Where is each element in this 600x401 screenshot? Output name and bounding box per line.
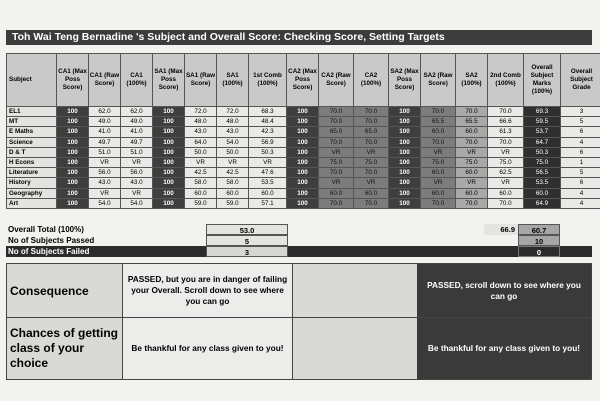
score-cell: 70.0 <box>319 117 354 127</box>
score-cell: 100 <box>153 168 185 178</box>
score-cell: 49.0 <box>121 117 153 127</box>
consequence-label: Consequence <box>10 283 89 298</box>
score-cell: 51.0 <box>89 147 121 157</box>
score-cell: 100 <box>389 157 421 167</box>
score-cell: 5 <box>561 168 600 178</box>
score-cell: 4 <box>561 198 600 208</box>
score-cell: 100 <box>287 188 319 198</box>
score-cell: 100 <box>153 137 185 147</box>
col-ca2-pct: CA2 (100%) <box>354 54 389 107</box>
score-cell: 70.0 <box>319 137 354 147</box>
overall-total-final: 60.7 <box>518 224 560 235</box>
score-cell: 100 <box>57 107 89 117</box>
score-cell: 41.0 <box>89 127 121 137</box>
score-cell: VR <box>89 188 121 198</box>
score-cell: 49.0 <box>89 117 121 127</box>
score-cell: 59.0 <box>217 198 249 208</box>
score-cell: 100 <box>389 117 421 127</box>
score-cell: 60.0 <box>421 127 456 137</box>
score-cell: 43.0 <box>121 178 153 188</box>
score-cell: 100 <box>153 157 185 167</box>
col-overall-marks: Overall Subject Marks (100%) <box>524 54 561 107</box>
score-cell: 60.0 <box>524 188 561 198</box>
score-cell: 75.0 <box>456 157 488 167</box>
score-cell: 70.0 <box>488 198 524 208</box>
score-cell: 58.0 <box>185 178 217 188</box>
score-cell: 100 <box>153 127 185 137</box>
score-cell: 54.0 <box>121 198 153 208</box>
score-cell: 60.0 <box>421 168 456 178</box>
col-2nd-comb: 2nd Comb (100%) <box>488 54 524 107</box>
score-cell: 100 <box>287 178 319 188</box>
score-cell: 54.0 <box>217 137 249 147</box>
score-cell: 62.0 <box>89 107 121 117</box>
failed-final: 0 <box>518 246 560 257</box>
score-cell: VR <box>488 147 524 157</box>
chances-blank <box>292 318 417 379</box>
score-cell: 100 <box>389 178 421 188</box>
score-sheet <box>6 30 593 370</box>
score-cell: 60.0 <box>319 188 354 198</box>
score-cell: VR <box>185 157 217 167</box>
col-ca2-max: CA2 (Max Poss Score) <box>287 54 319 107</box>
score-cell: 100 <box>389 168 421 178</box>
score-cell: 56.0 <box>89 168 121 178</box>
score-cell: 65.0 <box>319 127 354 137</box>
failed-row <box>6 246 592 257</box>
score-cell: 48.0 <box>185 117 217 127</box>
score-cell: 100 <box>153 147 185 157</box>
table-row <box>7 188 600 198</box>
score-cell: 64.0 <box>185 137 217 147</box>
score-cell: 100 <box>57 178 89 188</box>
subject-name: H Econs <box>7 157 57 167</box>
score-cell: 100 <box>287 137 319 147</box>
score-cell: 66.6 <box>488 117 524 127</box>
score-cell: 42.5 <box>217 168 249 178</box>
score-cell: 6 <box>561 127 600 137</box>
col-ca2-raw: CA2 (Raw Score) <box>319 54 354 107</box>
subject-name: D & T <box>7 147 57 157</box>
table-row <box>7 168 600 178</box>
score-cell: VR <box>354 147 389 157</box>
score-cell: 70.0 <box>456 137 488 147</box>
score-cell: 70.0 <box>354 107 389 117</box>
overall-total-label: Overall Total (100%) <box>8 225 84 234</box>
score-cell: 100 <box>57 168 89 178</box>
score-cell: 50.0 <box>185 147 217 157</box>
score-cell: 70.0 <box>354 198 389 208</box>
score-cell: 100 <box>57 198 89 208</box>
score-cell: VR <box>354 178 389 188</box>
score-cell: 75.0 <box>421 157 456 167</box>
score-cell: 70.0 <box>456 107 488 117</box>
score-cell: 60.0 <box>488 188 524 198</box>
col-sa1-max: SA1 (Max Poss Score) <box>153 54 185 107</box>
score-cell: 54.0 <box>89 198 121 208</box>
score-cell: 59.0 <box>185 198 217 208</box>
score-cell: 70.0 <box>456 198 488 208</box>
score-cell: 72.0 <box>185 107 217 117</box>
score-cell: 60.0 <box>421 188 456 198</box>
score-cell: 100 <box>389 107 421 117</box>
subject-name: Literature <box>7 168 57 178</box>
score-cell: 75.0 <box>319 157 354 167</box>
score-cell: VR <box>319 178 354 188</box>
score-cell: 49.7 <box>121 137 153 147</box>
score-cell: 62.5 <box>488 168 524 178</box>
table-row <box>7 127 600 137</box>
score-cell: 69.3 <box>524 107 561 117</box>
score-cell: VR <box>488 178 524 188</box>
score-cell: 100 <box>57 117 89 127</box>
passed-first: 5 <box>206 235 288 246</box>
score-cell: 100 <box>287 168 319 178</box>
score-cell: 70.0 <box>421 137 456 147</box>
score-cell: 50.3 <box>524 147 561 157</box>
score-cell: 100 <box>153 178 185 188</box>
table-row <box>7 137 600 147</box>
score-cell: 51.0 <box>121 147 153 157</box>
passed-final: 10 <box>518 235 560 246</box>
score-cell: 43.0 <box>185 127 217 137</box>
subject-name: History <box>7 178 57 188</box>
score-cell: 70.0 <box>488 107 524 117</box>
score-cell: 5 <box>561 117 600 127</box>
score-cell: 100 <box>57 147 89 157</box>
score-cell: 100 <box>153 107 185 117</box>
score-cell: 100 <box>389 137 421 147</box>
score-cell: VR <box>319 147 354 157</box>
score-cell: 65.0 <box>354 127 389 137</box>
score-cell: 47.6 <box>249 168 287 178</box>
score-cell: 68.3 <box>249 107 287 117</box>
score-cell: 70.0 <box>319 168 354 178</box>
consequence-blank <box>292 264 417 317</box>
score-cell: 4 <box>561 137 600 147</box>
score-cell: 60.0 <box>217 188 249 198</box>
table-row <box>7 147 600 157</box>
score-cell: 48.0 <box>217 117 249 127</box>
score-cell: 100 <box>389 147 421 157</box>
score-cell: 43.0 <box>217 127 249 137</box>
passed-row <box>6 235 592 246</box>
score-cell: VR <box>121 188 153 198</box>
overall-total-first: 53.0 <box>206 224 288 235</box>
consequence-row <box>6 263 592 318</box>
table-row <box>7 198 600 208</box>
table-row <box>7 117 600 127</box>
score-cell: 53.7 <box>524 127 561 137</box>
table-row <box>7 107 600 117</box>
score-cell: 6 <box>561 147 600 157</box>
score-cell: 48.4 <box>249 117 287 127</box>
subject-name: MT <box>7 117 57 127</box>
score-cell: 43.0 <box>89 178 121 188</box>
score-cell: 42.5 <box>185 168 217 178</box>
score-cell: 70.0 <box>354 137 389 147</box>
score-cell: 70.0 <box>421 107 456 117</box>
col-sa2-raw: SA2 (Raw Score) <box>421 54 456 107</box>
score-cell: 42.3 <box>249 127 287 137</box>
score-cell: 100 <box>57 137 89 147</box>
score-cell: VR <box>121 157 153 167</box>
score-table <box>6 53 600 209</box>
score-cell: 53.5 <box>524 178 561 188</box>
consequence-right-msg: PASSED, scroll down to see where you can go <box>417 264 591 317</box>
score-cell: 100 <box>57 157 89 167</box>
header-row <box>7 54 600 107</box>
score-cell: 70.0 <box>354 117 389 127</box>
score-cell: 60.0 <box>185 188 217 198</box>
failed-label: No of Subjects Failed <box>8 247 90 256</box>
score-cell: 60.0 <box>249 188 287 198</box>
score-cell: 3 <box>561 107 600 117</box>
table-row <box>7 178 600 188</box>
score-cell: 70.0 <box>319 107 354 117</box>
overall-total-second: 66.9 <box>484 224 518 235</box>
score-cell: VR <box>456 178 488 188</box>
col-ca1-max: CA1 (Max Poss Score) <box>57 54 89 107</box>
score-cell: 62.0 <box>121 107 153 117</box>
score-cell: 70.0 <box>354 168 389 178</box>
subject-name: Art <box>7 198 57 208</box>
score-cell: 60.0 <box>354 188 389 198</box>
score-cell: 50.0 <box>217 147 249 157</box>
score-cell: VR <box>249 157 287 167</box>
score-cell: VR <box>456 147 488 157</box>
table-row <box>7 157 600 167</box>
passed-label: No of Subjects Passed <box>8 236 95 245</box>
score-cell: 56.9 <box>249 137 287 147</box>
chances-label: Chances of getting class of your choice <box>10 326 119 370</box>
overall-total-row <box>6 224 592 235</box>
score-cell: VR <box>421 178 456 188</box>
score-cell: 64.9 <box>524 198 561 208</box>
score-cell: VR <box>421 147 456 157</box>
score-cell: 56.0 <box>121 168 153 178</box>
score-cell: 100 <box>153 117 185 127</box>
score-cell: 60.0 <box>456 188 488 198</box>
score-cell: 57.1 <box>249 198 287 208</box>
subject-name: E Maths <box>7 127 57 137</box>
col-overall-grade: Overall Subject Grade <box>561 54 600 107</box>
score-cell: 100 <box>153 198 185 208</box>
score-cell: 100 <box>389 188 421 198</box>
score-cell: 75.0 <box>488 157 524 167</box>
score-cell: 100 <box>287 198 319 208</box>
failed-first: 3 <box>206 246 288 257</box>
score-cell: 100 <box>57 127 89 137</box>
score-cell: VR <box>89 157 121 167</box>
score-cell: 60.0 <box>456 168 488 178</box>
subject-name: Science <box>7 137 57 147</box>
col-sa1-pct: SA1 (100%) <box>217 54 249 107</box>
score-cell: 65.5 <box>421 117 456 127</box>
col-subject: Subject <box>7 54 57 107</box>
col-sa1-raw: SA1 (Raw Score) <box>185 54 217 107</box>
score-cell: 75.0 <box>524 157 561 167</box>
score-cell: 50.3 <box>249 147 287 157</box>
score-cell: 53.5 <box>249 178 287 188</box>
col-ca1-raw: CA1 (Raw Score) <box>89 54 121 107</box>
score-cell: 56.5 <box>524 168 561 178</box>
score-cell: 59.5 <box>524 117 561 127</box>
score-rows <box>7 107 600 209</box>
subject-name: Geography <box>7 188 57 198</box>
consequence-left-msg: PASSED, but you are in danger of failing your Overall. Scroll down to see where you can go <box>122 264 292 317</box>
score-cell: 100 <box>57 188 89 198</box>
col-ca1-pct: CA1 (100%) <box>121 54 153 107</box>
score-cell: 6 <box>561 178 600 188</box>
subject-name: EL1 <box>7 107 57 117</box>
col-sa2-pct: SA2 (100%) <box>456 54 488 107</box>
score-cell: 60.0 <box>456 127 488 137</box>
score-cell: 100 <box>287 107 319 117</box>
score-cell: 72.0 <box>217 107 249 117</box>
score-cell: 70.0 <box>488 137 524 147</box>
score-cell: 61.3 <box>488 127 524 137</box>
score-cell: 100 <box>287 127 319 137</box>
score-cell: 100 <box>287 147 319 157</box>
score-cell: 41.0 <box>121 127 153 137</box>
col-1st-comb: 1st Comb (100%) <box>249 54 287 107</box>
chances-row <box>6 318 592 380</box>
score-cell: 100 <box>287 117 319 127</box>
chances-left-msg: Be thankful for any class given to you! <box>122 318 292 379</box>
score-cell: 49.7 <box>89 137 121 147</box>
score-cell: 65.5 <box>456 117 488 127</box>
score-cell: 100 <box>389 198 421 208</box>
score-cell: 70.0 <box>421 198 456 208</box>
sheet-title: Toh Wai Teng Bernadine 's Subject and Overall Score: Checking Score, Setting Targets <box>6 30 592 45</box>
col-sa2-max: SA2 (Max Poss Score) <box>389 54 421 107</box>
chances-right-msg: Be thankful for any class given to you! <box>417 318 591 379</box>
score-cell: 1 <box>561 157 600 167</box>
score-cell: VR <box>217 157 249 167</box>
score-cell: 4 <box>561 188 600 198</box>
score-cell: 100 <box>287 157 319 167</box>
score-cell: 100 <box>389 127 421 137</box>
score-cell: 64.7 <box>524 137 561 147</box>
score-cell: 70.0 <box>319 198 354 208</box>
score-cell: 100 <box>153 188 185 198</box>
score-cell: 75.0 <box>354 157 389 167</box>
score-cell: 58.0 <box>217 178 249 188</box>
